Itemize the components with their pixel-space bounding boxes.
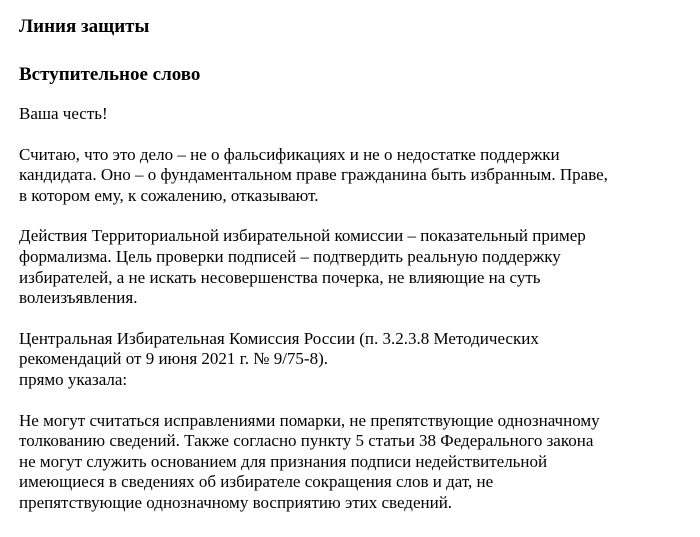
paragraph-line: Не могут считаться исправлениями помарки, не препятствующие однозначному (19, 410, 600, 430)
paragraph-line: избирателей, а не искать несовершенства почерка, не влияющие на суть (19, 267, 541, 287)
paragraph-line: Ваша честь! (19, 104, 108, 123)
paragraph-case-essence (19, 145, 679, 207)
paragraph-greeting (19, 104, 679, 125)
paragraph-commission-actions (19, 226, 679, 308)
paragraph-legal-quote (19, 411, 679, 514)
section-heading: Вступительное слово (19, 64, 201, 85)
paragraph-line: препятствующие однозначному восприятию этих сведений. (19, 492, 453, 512)
paragraph-line: формализма. Цель проверки подписей – подтвердить реальную поддержку (19, 246, 561, 266)
paragraph-line: прямо указала: (19, 369, 128, 389)
paragraph-line: не могут служить основанием для признания подписи недействительной (19, 451, 548, 471)
paragraph-line: кандидата. Оно – о фундаментальном праве гражданина быть избранным. Праве, (19, 165, 608, 185)
paragraph-line: волеизъявления. (19, 288, 138, 308)
document-title: Линия защиты (19, 16, 150, 37)
paragraph-line: рекомендаций от 9 июня 2021 г. № 9/75-8). (19, 349, 328, 369)
paragraph-line: толкованию сведений. Также согласно пункту 5 статьи 38 Федерального закона (19, 431, 594, 451)
paragraph-line: Центральная Избирательная Комиссия России (п. 3.2.3.8 Методических (19, 328, 539, 348)
paragraph-line: в котором ему, к сожалению, отказывают. (19, 185, 319, 205)
paragraph-cec-reference (19, 329, 679, 391)
paragraph-line: имеющиеся в сведениях об избирателе сокращения слов и дат, не (19, 472, 494, 492)
document-page (19, 14, 679, 514)
paragraph-line: Считаю, что это дело – не о фальсификациях и не о недостатке поддержки (19, 144, 560, 164)
paragraph-line: Действия Территориальной избирательной комиссии – показательный пример (19, 226, 586, 246)
